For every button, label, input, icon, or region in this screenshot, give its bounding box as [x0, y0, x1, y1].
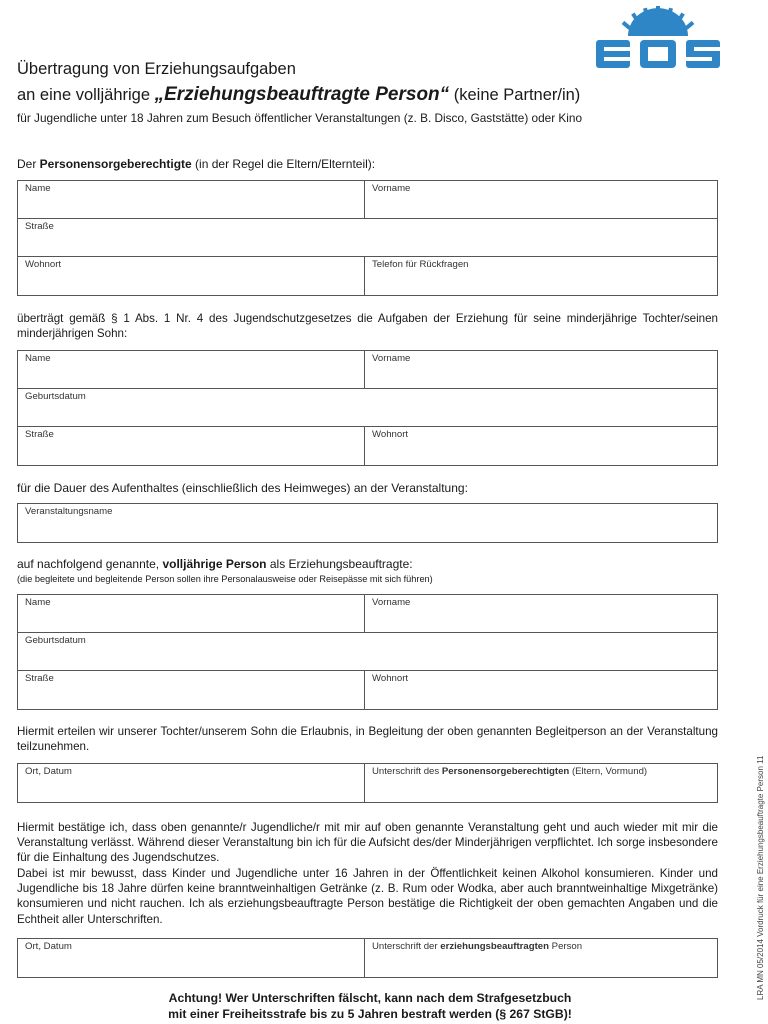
- parent-vorname-field[interactable]: Vorname: [364, 181, 717, 218]
- parent-signature-field[interactable]: Unterschrift des Personensorgeberechtigten (Eltern, Vormund): [364, 764, 717, 802]
- warning-line2: mit einer Freiheitsstrafe bis zu 5 Jahren bestraft werden (§ 267 StGB)!: [168, 1007, 572, 1021]
- guardian-geburtsdatum-field[interactable]: Geburtsdatum: [25, 635, 86, 646]
- title-line2: an eine volljährige „Erziehungsbeauftragte Person“ (keine Partner/in): [17, 84, 581, 105]
- section5-intro: Hiermit erteilen wir unserer Tochter/unserem Sohn die Erlaubnis, in Begleitung der oben genannten Begleitperson an der Veranstaltung teilzunehmen.: [17, 725, 718, 754]
- parent-strasse-field[interactable]: Straße: [25, 221, 54, 232]
- guardian-signature-field[interactable]: Unterschrift der erziehungsbeauftragten Person: [364, 939, 717, 977]
- section4-note: (die begleitete und begleitende Person sollen ihre Personalausweise oder Reisepässe mit sich führen): [17, 574, 433, 584]
- section2-intro: überträgt gemäß § 1 Abs. 1 Nr. 4 des Jugendschutzgesetzes die Aufgaben der Erziehung für seine minderjährige Tochter/seinen minderjährigen Sohn:: [17, 312, 718, 341]
- event-form: [17, 503, 718, 543]
- minor-form: [17, 350, 718, 466]
- minor-geburtsdatum-field[interactable]: Geburtsdatum: [25, 391, 86, 402]
- parent-ort-datum-field[interactable]: Ort, Datum: [25, 766, 72, 777]
- parent-form: [17, 180, 718, 296]
- parent-telefon-field[interactable]: Telefon für Rückfragen: [364, 257, 717, 295]
- minor-strasse-field[interactable]: Straße: [25, 429, 54, 440]
- parent-signature-form: [17, 763, 718, 803]
- subtitle: für Jugendliche unter 18 Jahren zum Besuch öffentlicher Veranstaltungen (z. B. Disco, Gaststätte) oder Kino: [17, 111, 583, 125]
- minor-wohnort-field[interactable]: Wohnort: [364, 427, 717, 465]
- minor-name-field[interactable]: Name: [25, 353, 51, 364]
- section1-intro: Der Personensorgeberechtigte (in der Regel die Eltern/Elternteil):: [17, 157, 376, 171]
- section6-para2: Dabei ist mir bewusst, dass Kinder und Jugendliche unter 16 Jahren in der Öffentlichkeit keinen Alkohol konsumieren. Kinder und Jugendliche bis 18 Jahre dürfen keine branntweinhaltigen Getränke (z. B. Rum oder Wodka, aber auch branntweinhaltige Mixgetränke) konsumieren und nicht rauchen. Ich als erziehungsbeauftragte Person bestätige die Richtigkeit der oben gemachten Angaben und die Echtheit aller Unterschriften.: [17, 867, 718, 926]
- parent-wohnort-field[interactable]: Wohnort: [25, 259, 62, 270]
- title-line1: Übertragung von Erziehungsaufgaben: [17, 60, 296, 78]
- guardian-ort-datum-field[interactable]: Ort, Datum: [25, 941, 72, 952]
- guardian-wohnort-field[interactable]: Wohnort: [364, 671, 717, 709]
- guardian-signature-form: [17, 938, 718, 978]
- parent-name-field[interactable]: Name: [25, 183, 51, 194]
- guardian-vorname-field[interactable]: Vorname: [364, 595, 717, 632]
- section6-para1: Hiermit bestätige ich, dass oben genannte/r Jugendliche/r mit mir auf oben genannte Veranstaltung geht und auch wieder mit mir die Veranstaltung verlässt. Während dieser Veranstaltung bin ich für die Aufsicht des/der Minderjährigen verpflichtet. Ich sorge insbesondere für die Einhaltung des Jugendschutzes.: [17, 821, 718, 865]
- eos-logo: [594, 6, 724, 72]
- warning-line1: Achtung! Wer Unterschriften fälscht, kann nach dem Strafgesetzbuch: [168, 991, 572, 1005]
- guardian-form: [17, 594, 718, 710]
- guardian-strasse-field[interactable]: Straße: [25, 673, 54, 684]
- form-reference: LRA MN 05/2014 Vordruck für eine Erziehungsbeauftragte Person 11: [756, 755, 765, 1000]
- sun-icon: [594, 6, 724, 72]
- guardian-name-field[interactable]: Name: [25, 597, 51, 608]
- veranstaltungsname-field[interactable]: Veranstaltungsname: [25, 506, 113, 517]
- section3-intro: für die Dauer des Aufenthaltes (einschließlich des Heimweges) an der Veranstaltung:: [17, 481, 468, 495]
- section4-intro: auf nachfolgend genannte, volljährige Person als Erziehungsbeauftragte:: [17, 557, 413, 571]
- minor-vorname-field[interactable]: Vorname: [364, 351, 717, 388]
